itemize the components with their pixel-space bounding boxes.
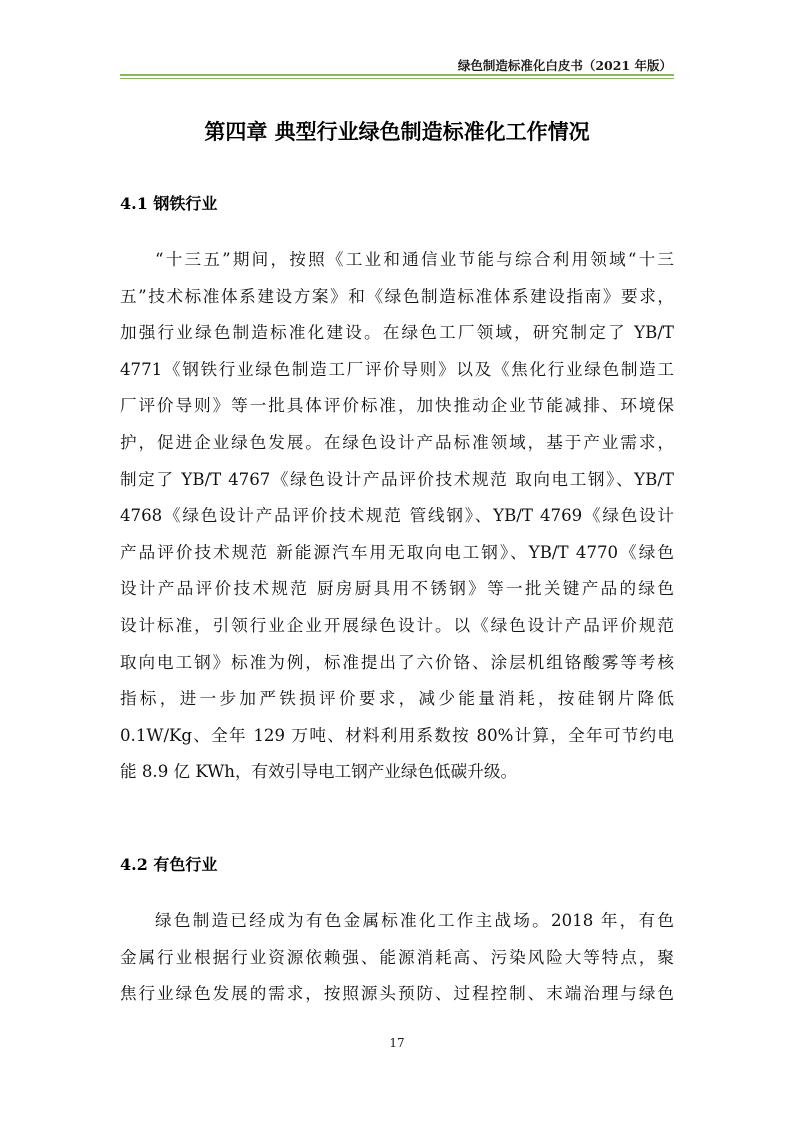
text-line: 护，促进企业绿色发展。在绿色设计产品标准领域，基于产业需求， [120, 432, 674, 452]
text-line: 厂评价导则》等一批具体评价标准，加快推动企业节能减排、环境保 [120, 396, 674, 416]
paragraph-nonferrous [120, 903, 674, 1013]
text-line: 加强行业绿色制造标准化建设。在绿色工厂领域，研究制定了 YB/T [120, 323, 674, 343]
paragraph-steel [120, 242, 674, 791]
text-line: 五”技术标准体系建设方案》和《绿色制造标准体系建设指南》要求， [120, 286, 674, 306]
page-number: 17 [389, 1036, 405, 1050]
text-line: 取向电工钢》标准为例，标准提出了六价铬、涂层机组铬酸雾等考核 [120, 652, 674, 672]
chapter-title: 第四章 典型行业绿色制造标准化工作情况 [204, 120, 590, 144]
text-line: 设计标准，引领行业企业开展绿色设计。以《绿色设计产品评价规范 [120, 615, 674, 635]
text-line: 焦行业绿色发展的需求，按照源头预防、过程控制、末端治理与绿色 [120, 984, 674, 1004]
section-heading-4-1: 4.1 钢铁行业 [120, 194, 218, 213]
text-line: 金属行业根据行业资源依赖强、能源消耗高、污染风险大等特点，聚 [120, 947, 674, 967]
text-line: 制定了 YB/T 4767《绿色设计产品评价技术规范 取向电工钢》、YB/T [120, 469, 674, 489]
text-line: “十三五”期间，按照《工业和通信业节能与综合利用领域“十三 [155, 250, 674, 269]
text-line: 绿色制造已经成为有色金属标准化工作主战场。2018 年，有色 [155, 911, 674, 930]
header-rule [120, 74, 674, 76]
text-line: 设计产品评价技术规范 厨房厨具用不锈钢》等一批关键产品的绿色 [120, 579, 674, 599]
text-line: 指标，进一步加严铁损评价要求，减少能量消耗，按硅钢片降低 [120, 689, 674, 709]
text-line: 产品评价技术规范 新能源汽车用无取向电工钢》、YB/T 4770《绿色 [120, 542, 674, 562]
running-header: 绿色制造标准化白皮书（2021 年版） [457, 58, 672, 73]
text-line: 0.1W/Kg、全年 129 万吨、材料利用系数按 80%计算，全年可节约电 [120, 725, 674, 745]
text-line: 4768《绿色设计产品评价技术规范 管线钢》、YB/T 4769《绿色设计 [120, 506, 674, 526]
text-line: 能 8.9 亿 KWh，有效引导电工钢产业绿色低碳升级。 [120, 762, 518, 782]
section-heading-4-2: 4.2 有色行业 [120, 855, 218, 874]
header-rule-secondary [120, 78, 674, 79]
text-line: 4771《钢铁行业绿色制造工厂评价导则》以及《焦化行业绿色制造工 [120, 359, 674, 379]
